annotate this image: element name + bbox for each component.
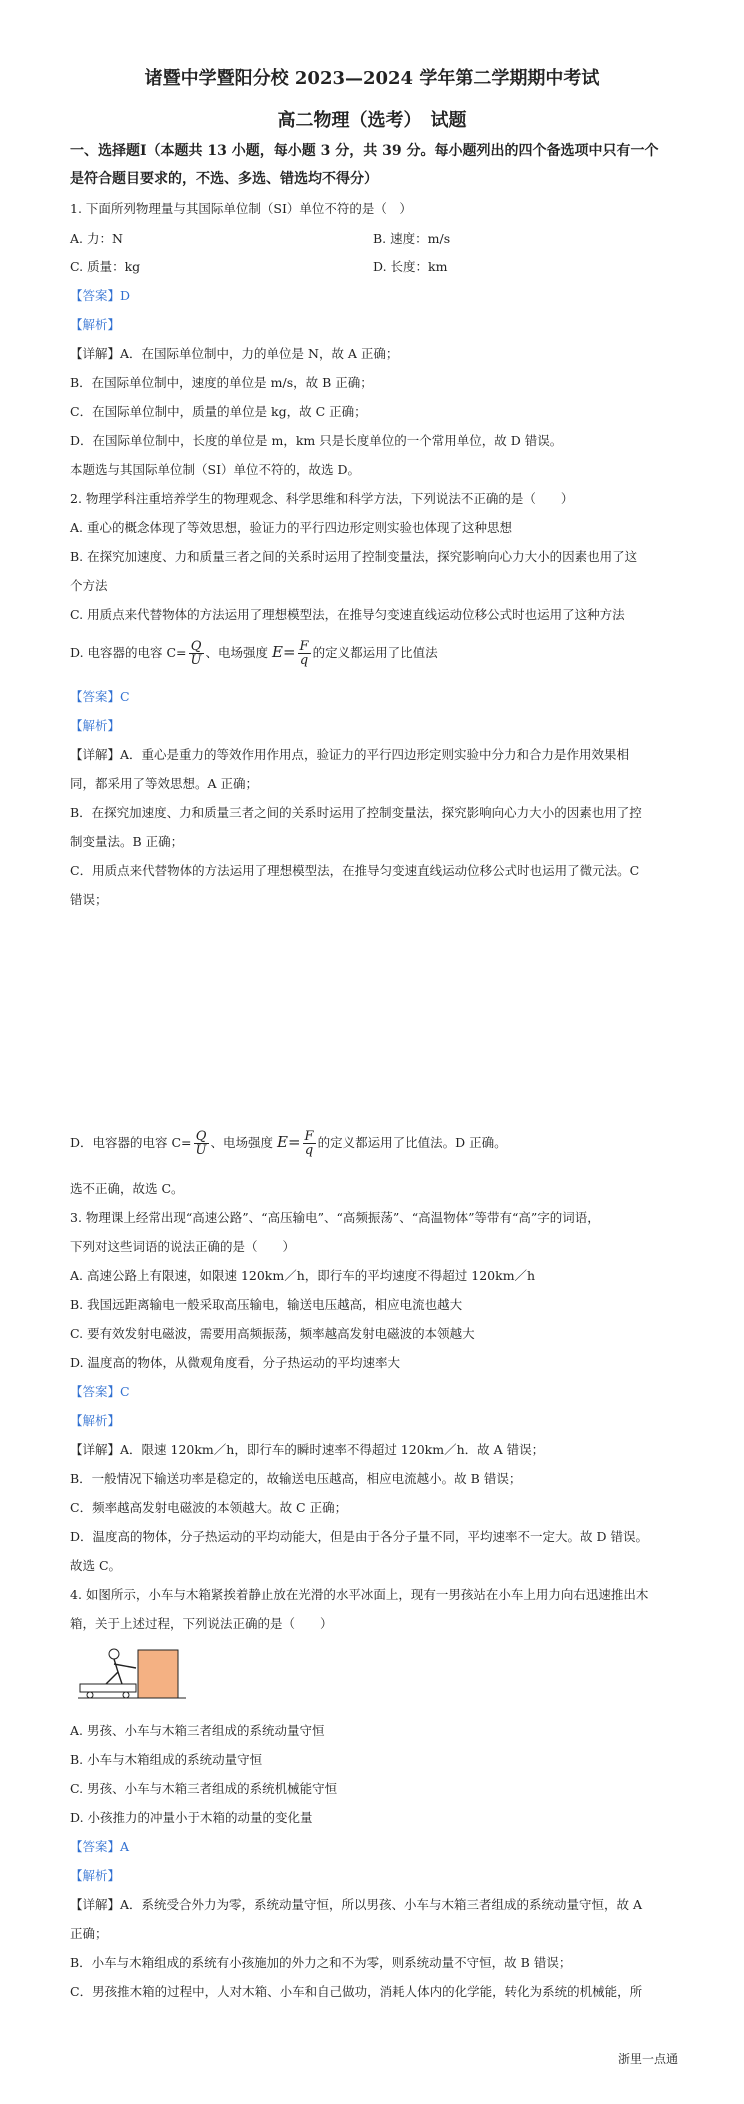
field-strength-fraction xyxy=(298,640,311,667)
q4-detail-3: B．小车与木箱组成的系统有小孩施加的外力之和不为零，则系统动量不守恒，故 B 错误； xyxy=(70,1955,572,1970)
cart-body xyxy=(80,1684,136,1692)
exam-title: 诸暨中学暨阳分校 2023—2024 学年第二学期期中考试 xyxy=(144,68,600,89)
q2-l7-suffix: 的定义都运用了比值法。D 正确。 xyxy=(317,1135,507,1150)
q3-answer: 【答案】C xyxy=(70,1384,130,1399)
q2-detail-1: 【详解】A．重心是重力的等效作用作用点，验证力的平行四边形定则实验中分力和合力是作用效果相 xyxy=(70,747,630,762)
exam-subtitle: 高二物理（选考） 试题 xyxy=(277,110,467,131)
q3-option-c: C. 要有效发射电磁波，需要用高频振荡，频率越高发射电磁波的本领越大 xyxy=(70,1326,475,1341)
q1-detail-2: B．在国际单位制中，速度的单位是 m/s，故 B 正确； xyxy=(70,375,373,390)
q3-option-d: D. 温度高的物体，从微观角度看，分子热运动的平均速率大 xyxy=(70,1355,401,1370)
q3-detail-1: 【详解】A．限速 120km／h，即行车的瞬时速率不得超过 120km／h．故 A 错误； xyxy=(70,1442,545,1457)
frac-numerator-f-2: F xyxy=(304,1129,314,1144)
q4-detail-4: C．男孩推木箱的过程中，人对木箱、小车和自己做功，消耗人体内的化学能，转化为系统的机械能，所 xyxy=(70,1984,643,1999)
wooden-box xyxy=(138,1650,178,1698)
q2-detail-3: B．在探究加速度、力和质量三者之间的关系时运用了控制变量法，探究影响向心力大小的因素也用了控 xyxy=(70,805,642,820)
section-heading-line2: 是符合题目要求的，不选、多选、错选均不得分） xyxy=(70,171,378,187)
q4-detail-1: 【详解】A．系统受合外力为零，系统动量守恒，所以男孩、小车与木箱三者组成的系统动量守恒，故 A xyxy=(70,1897,643,1912)
section-heading-line1: 一、选择题Ⅰ（本题共 13 小题，每小题 3 分，共 39 分。每小题列出的四个备选项中只有一个 xyxy=(70,143,659,159)
boy-head xyxy=(109,1649,119,1659)
q4-answer: 【答案】A xyxy=(70,1839,130,1854)
footer-brand: 浙里一点通 xyxy=(617,2052,678,2066)
q1-detail-5: 本题选与其国际单位制（SI）单位不符的，故选 D。 xyxy=(70,462,360,477)
q3-option-b: B. 我国远距离输电一般采取高压输电，输送电压越高，相应电流也越大 xyxy=(70,1297,463,1312)
q1-option-c: C. 质量：kg xyxy=(70,259,141,274)
q2-l7-mid: 、电场强度 xyxy=(210,1135,274,1150)
q2-option-b-line1: B. 在探究加速度、力和质量三者之间的关系时运用了控制变量法，探究影响向心力大小的因素也用了这 xyxy=(70,549,638,564)
field-strength-fraction-2 xyxy=(303,1130,316,1157)
frac-numerator-q-2: Q xyxy=(194,1130,209,1144)
e-symbol: E xyxy=(272,643,283,661)
q4-option-c: C. 男孩、小车与木箱三者组成的系统机械能守恒 xyxy=(70,1781,338,1796)
q3-detail-4: D．温度高的物体，分子热运动的平均动能大，但是由于各分子量不同，平均速率不一定大。故 D 错误。 xyxy=(70,1529,648,1544)
q4-detail-2: 正确； xyxy=(70,1926,108,1941)
q3-analysis-label: 【解析】 xyxy=(70,1413,121,1428)
frac-denominator-q-2: q xyxy=(304,1143,314,1158)
q3-stem-1: 3. 物理课上经常出现“高速公路”、“高压输电”、“高频振荡”、“高温物体”等带有“高”字的词语， xyxy=(70,1210,600,1225)
cart-wheel-left xyxy=(87,1692,93,1698)
q1-detail-4: D．在国际单位制中，长度的单位是 m，km 只是长度单位的一个常用单位，故 D 错误。 xyxy=(70,433,563,448)
q3-option-a: A. 高速公路上有限速，如限速 120km／h，即行车的平均速度不得超过 120km／h xyxy=(70,1268,536,1283)
q4-option-a: A. 男孩、小车与木箱三者组成的系统动量守恒 xyxy=(70,1723,325,1738)
q2-d-prefix: D. 电容器的电容 C= xyxy=(70,645,187,660)
q3-detail-2: B．一般情况下输送功率是稳定的，故输送电压越高，相应电流越小。故 B 错误； xyxy=(70,1471,522,1486)
equals-sign: = xyxy=(282,643,296,661)
q2-detail-2: 同，都采用了等效思想。A 正确； xyxy=(70,776,259,791)
capacitance-fraction xyxy=(189,640,204,667)
frac-numerator-q: Q xyxy=(189,640,204,654)
q4-stem-1: 4. 如图所示，小车与木箱紧挨着静止放在光滑的水平冰面上，现有一男孩站在小车上用力向右迅速推出木 xyxy=(70,1587,649,1602)
q1-detail-1: 【详解】A．在国际单位制中，力的单位是 N，故 A 正确； xyxy=(70,346,399,361)
q2-option-a: A. 重心的概念体现了等效思想，验证力的平行四边形定则实验也体现了这种思想 xyxy=(70,520,512,535)
q2-answer: 【答案】C xyxy=(70,689,130,704)
q3-detail-5: 故选 C。 xyxy=(70,1558,122,1573)
q2-detail-4: 制变量法。B 正确； xyxy=(70,834,184,849)
q1-detail-3: C．在国际单位制中，质量的单位是 kg，故 C 正确； xyxy=(70,404,367,419)
q2-detail-6: 错误； xyxy=(70,892,108,907)
q2-analysis-label: 【解析】 xyxy=(70,718,121,733)
q4-stem-2: 箱，关于上述过程，下列说法正确的是（ ） xyxy=(70,1616,333,1631)
frac-denominator-u: U xyxy=(190,653,202,668)
q1-stem: 1. 下面所列物理量与其国际单位制（SI）单位不符的是（ ） xyxy=(70,201,412,216)
q2-detail-5: C．用质点来代替物体的方法运用了理想模型法，在推导匀变速直线运动位移公式时也运用了微元法。C xyxy=(70,863,640,878)
frac-numerator-f: F xyxy=(299,639,309,654)
q1-option-a: A. 力：N xyxy=(70,231,123,246)
q4-option-b: B. 小车与木箱组成的系统动量守恒 xyxy=(70,1752,263,1767)
capacitance-fraction-2 xyxy=(194,1130,209,1157)
q2-detail-7 xyxy=(70,1130,684,1157)
q2-option-d xyxy=(70,640,684,667)
boy-cart-box-figure xyxy=(78,1640,188,1710)
q2-option-c: C. 用质点来代替物体的方法运用了理想模型法，在推导匀变速直线运动位移公式时也运用了这种方法 xyxy=(70,607,625,622)
q3-stem-2: 下列对这些词语的说法正确的是（ ） xyxy=(70,1239,296,1254)
q1-analysis-label: 【解析】 xyxy=(70,317,121,332)
q2-d-mid: 、电场强度 xyxy=(205,645,269,660)
boy-body xyxy=(106,1659,136,1684)
q2-stem: 2. 物理学科注重培养学生的物理观念、科学思维和科学方法，下列说法不正确的是（ ） xyxy=(70,491,574,506)
q1-option-b: B. 速度：m/s xyxy=(373,231,451,246)
q1-answer: 【答案】D xyxy=(70,288,131,303)
cart-wheel-right xyxy=(123,1692,129,1698)
q1-option-d: D. 长度：km xyxy=(373,259,448,274)
frac-denominator-q: q xyxy=(299,653,309,668)
q3-detail-3: C．频率越高发射电磁波的本领越大。故 C 正确； xyxy=(70,1500,348,1515)
q4-analysis-label: 【解析】 xyxy=(70,1868,121,1883)
q4-option-d: D. 小孩推力的冲量小于木箱的动量的变化量 xyxy=(70,1810,313,1825)
equals-sign-2: = xyxy=(287,1133,301,1151)
q2-l7-prefix: D．电容器的电容 C= xyxy=(70,1135,192,1150)
q2-option-b-line2: 个方法 xyxy=(70,578,108,593)
q2-d-suffix: 的定义都运用了比值法 xyxy=(312,645,438,660)
e-symbol-2: E xyxy=(277,1133,288,1151)
frac-denominator-u-2: U xyxy=(195,1143,207,1158)
q2-detail-8: 选不正确，故选 C。 xyxy=(70,1181,184,1196)
